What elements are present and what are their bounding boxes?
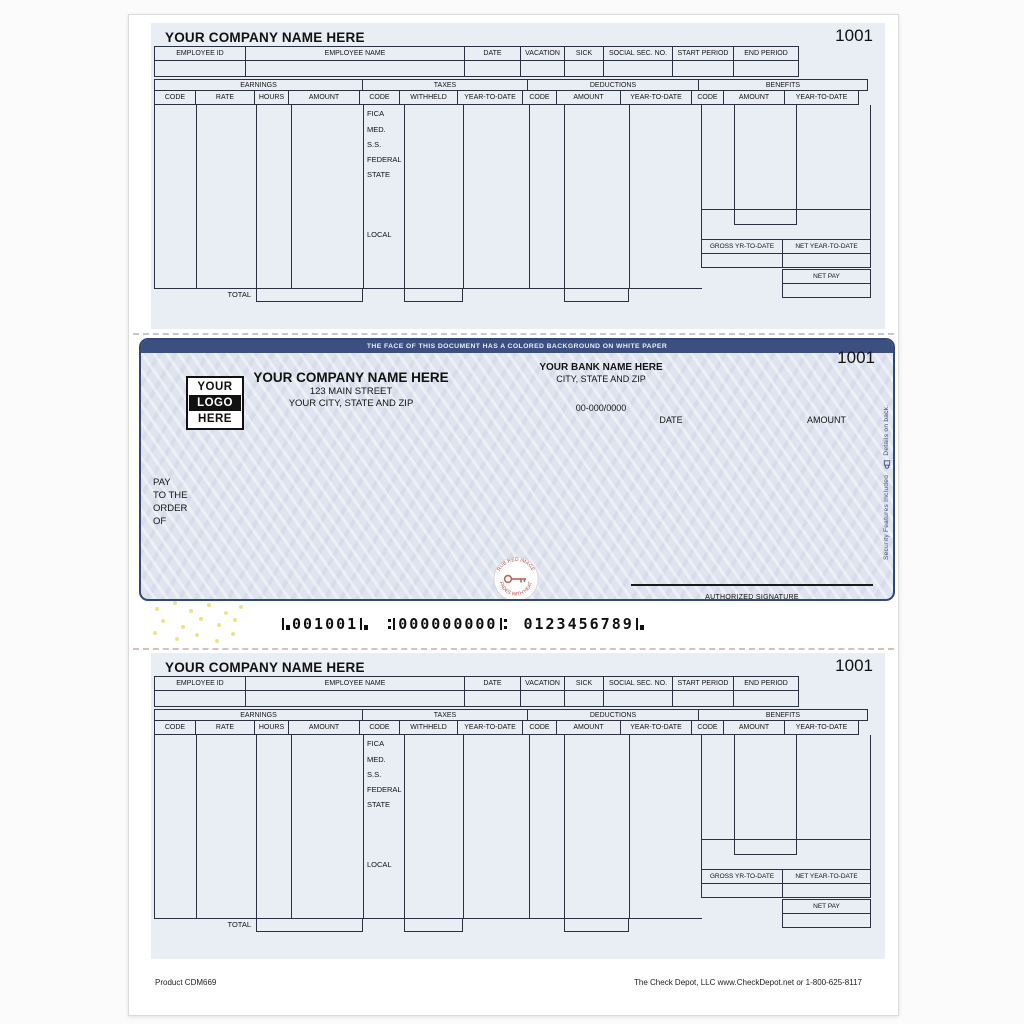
logo-line: YOUR — [197, 381, 233, 393]
tax-row-label: S.S. — [367, 140, 382, 149]
total-label: TOTAL — [227, 290, 251, 299]
micr-onus-icon — [359, 616, 369, 632]
payroll-detail-table — [154, 79, 871, 305]
seal-bottom-text: FADES WITH HEAT — [497, 581, 535, 598]
total-deductions-box — [564, 288, 629, 302]
employee-header-cell: END PERIOD — [733, 676, 799, 691]
column-header: AMOUNT — [288, 90, 360, 105]
micr-transit-icon — [498, 616, 508, 632]
employee-value-cell — [464, 690, 521, 707]
employee-value-row — [154, 690, 799, 707]
employee-value-cell — [733, 690, 799, 707]
amount-label: AMOUNT — [807, 415, 846, 425]
stub-check-number: 1001 — [835, 26, 873, 45]
column-header: RATE — [195, 720, 255, 735]
net-ytd-header: NET YEAR-TO-DATE — [782, 869, 871, 884]
check-number: 1001 — [837, 348, 875, 367]
bank-name: YOUR BANK NAME HERE — [539, 362, 663, 373]
employee-value-cell — [245, 690, 465, 707]
micr-line — [281, 613, 645, 635]
employee-header-cell: VACATION — [520, 46, 565, 61]
section-header: BENEFITS — [698, 79, 868, 91]
column-header-row — [154, 90, 859, 105]
column-header: YEAR-TO-DATE — [457, 90, 523, 105]
employee-header-cell: EMPLOYEE NAME — [245, 676, 465, 691]
check-company-address2: YOUR CITY, STATE AND ZIP — [288, 398, 414, 409]
micr-routing-segment — [387, 615, 508, 633]
perforation-line — [133, 333, 894, 335]
tax-row-label: FEDERAL — [367, 785, 402, 794]
bank-fraction-number: 00-000/0000 — [575, 403, 627, 413]
section-header: TAXES — [362, 709, 528, 721]
logo-line: HERE — [198, 413, 232, 425]
column-header: CODE — [359, 90, 400, 105]
micr-transit-icon — [387, 616, 397, 632]
seal-icon — [493, 556, 539, 601]
employee-header-cell: SICK — [564, 46, 604, 61]
check-banner-text: THE FACE OF THIS DOCUMENT HAS A COLORED BACKGROUND ON WHITE PAPER — [366, 343, 668, 350]
total-taxes-box — [404, 918, 463, 932]
employee-header-cell: DATE — [464, 676, 521, 691]
security-features-text: Security Features Included — [882, 474, 890, 560]
product-code: Product CDM669 — [155, 978, 217, 987]
column-header: CODE — [154, 90, 196, 105]
employee-header-row — [154, 46, 799, 61]
employee-value-cell — [520, 690, 565, 707]
logo-line: LOGO — [189, 395, 241, 411]
section-header: TAXES — [362, 79, 528, 91]
section-header: DEDUCTIONS — [527, 709, 699, 721]
column-header: CODE — [691, 720, 724, 735]
total-label: TOTAL — [227, 920, 251, 929]
gross-ytd-value — [701, 883, 783, 898]
check-company-name: YOUR COMPANY NAME HERE — [253, 370, 449, 385]
micr-check-number-segment — [281, 615, 369, 633]
employee-value-cell — [603, 60, 673, 77]
column-header: CODE — [522, 720, 557, 735]
column-header: RATE — [195, 90, 255, 105]
column-header: AMOUNT — [556, 90, 621, 105]
employee-header-cell: SOCIAL SEC. NO. — [603, 46, 673, 61]
employee-header-cell: DATE — [464, 46, 521, 61]
gross-ytd-header: GROSS YR-TO-DATE — [701, 239, 783, 254]
employee-info-table — [154, 676, 806, 707]
gross-ytd-value — [701, 253, 783, 268]
net-pay-header: NET PAY — [782, 269, 871, 284]
column-header-row — [154, 720, 859, 735]
employee-header-cell: START PERIOD — [672, 676, 734, 691]
employee-header-cell: SICK — [564, 676, 604, 691]
micr-check-number: 001001 — [292, 615, 359, 633]
employee-value-cell — [603, 690, 673, 707]
tax-row-label: FICA — [367, 739, 385, 748]
employee-header-cell: EMPLOYEE ID — [154, 46, 246, 61]
check-banner — [141, 340, 893, 353]
employee-value-cell — [154, 690, 246, 707]
section-header: EARNINGS — [154, 79, 363, 91]
employee-value-cell — [464, 60, 521, 77]
payroll-stub-top — [151, 23, 885, 329]
column-header: HOURS — [254, 90, 289, 105]
authorized-signature-label: AUTHORIZED SIGNATURE — [705, 594, 799, 601]
total-taxes-box — [404, 288, 463, 302]
lock-icon — [883, 460, 890, 469]
column-header: YEAR-TO-DATE — [620, 720, 692, 735]
micr-routing-number: 000000000 — [398, 615, 498, 633]
employee-value-cell — [564, 60, 604, 77]
check-company-block — [236, 370, 466, 409]
date-label: DATE — [659, 415, 683, 425]
check-face — [139, 338, 895, 601]
stub-check-number: 1001 — [835, 656, 873, 675]
net-ytd-header: NET YEAR-TO-DATE — [782, 239, 871, 254]
net-pay-value — [782, 913, 871, 928]
employee-value-cell — [520, 60, 565, 77]
security-side-text — [883, 386, 891, 578]
tax-row-label: FEDERAL — [367, 155, 402, 164]
employee-value-row — [154, 60, 799, 77]
net-ytd-value — [782, 883, 871, 898]
column-header: AMOUNT — [556, 720, 621, 735]
column-header: WITHHELD — [399, 90, 458, 105]
column-header: AMOUNT — [723, 90, 785, 105]
employee-header-cell: VACATION — [520, 676, 565, 691]
employee-value-cell — [733, 60, 799, 77]
column-header: YEAR-TO-DATE — [620, 90, 692, 105]
total-deductions-box — [564, 918, 629, 932]
check-company-address1: 123 MAIN STREET — [309, 386, 393, 397]
column-header: YEAR-TO-DATE — [457, 720, 523, 735]
net-ytd-value — [782, 253, 871, 268]
stub-company-name: YOUR COMPANY NAME HERE — [165, 30, 365, 45]
employee-value-cell — [154, 60, 246, 77]
column-header: WITHHELD — [399, 720, 458, 735]
perforation-line — [133, 648, 894, 650]
employee-header-row — [154, 676, 799, 691]
column-header: YEAR-TO-DATE — [784, 90, 859, 105]
employee-value-cell — [672, 60, 734, 77]
bank-block — [501, 362, 701, 384]
micr-account-segment — [522, 615, 644, 633]
heat-sensitive-seal — [493, 556, 539, 601]
employee-header-cell: START PERIOD — [672, 46, 734, 61]
employee-header-cell: EMPLOYEE NAME — [245, 46, 465, 61]
column-header: CODE — [691, 90, 724, 105]
net-pay-header: NET PAY — [782, 899, 871, 914]
employee-header-cell: SOCIAL SEC. NO. — [603, 676, 673, 691]
stub-company-name: YOUR COMPANY NAME HERE — [165, 660, 365, 675]
tax-row-label: FICA — [367, 109, 385, 118]
seal-top-text: RUB RED IMAGE — [496, 556, 536, 573]
column-header: CODE — [359, 720, 400, 735]
micr-account-number: 0123456789 — [523, 615, 634, 633]
micr-onus-icon — [635, 616, 645, 632]
gross-ytd-header: GROSS YR-TO-DATE — [701, 869, 783, 884]
tax-row-label: STATE — [367, 800, 391, 809]
section-header: BENEFITS — [698, 709, 868, 721]
tax-row-label: STATE — [367, 170, 391, 179]
vendor-info: The Check Depot, LLC www.CheckDepot.net or 1-800-625-8117 — [634, 978, 862, 987]
check-form-paper — [128, 14, 899, 1016]
net-pay-value — [782, 283, 871, 298]
tax-row-label: S.S. — [367, 770, 382, 779]
employee-value-cell — [672, 690, 734, 707]
micr-onus-icon — [281, 616, 291, 632]
column-header: CODE — [522, 90, 557, 105]
employee-info-table — [154, 46, 806, 77]
bank-address: CITY, STATE AND ZIP — [556, 374, 646, 384]
tax-row-label: LOCAL — [367, 860, 392, 869]
tax-row-label: MED. — [367, 125, 386, 134]
employee-header-cell: EMPLOYEE ID — [154, 676, 246, 691]
payroll-detail-table — [154, 709, 871, 935]
column-header: HOURS — [254, 720, 289, 735]
column-header: YEAR-TO-DATE — [784, 720, 859, 735]
column-header: CODE — [154, 720, 196, 735]
signature-line — [631, 584, 873, 601]
tax-row-label: LOCAL — [367, 230, 392, 239]
column-header: AMOUNT — [288, 720, 360, 735]
pay-to-the-order-of-label: PAY TO THE ORDER OF — [153, 477, 188, 527]
payroll-stub-bottom — [151, 653, 885, 959]
total-earnings-box — [256, 288, 363, 302]
employee-value-cell — [245, 60, 465, 77]
total-earnings-box — [256, 918, 363, 932]
details-on-back-text: Details on back. — [882, 404, 890, 456]
tax-row-label: MED. — [367, 755, 386, 764]
column-header: AMOUNT — [723, 720, 785, 735]
employee-value-cell — [564, 690, 604, 707]
section-header: DEDUCTIONS — [527, 79, 699, 91]
employee-header-cell: END PERIOD — [733, 46, 799, 61]
section-header: EARNINGS — [154, 709, 363, 721]
